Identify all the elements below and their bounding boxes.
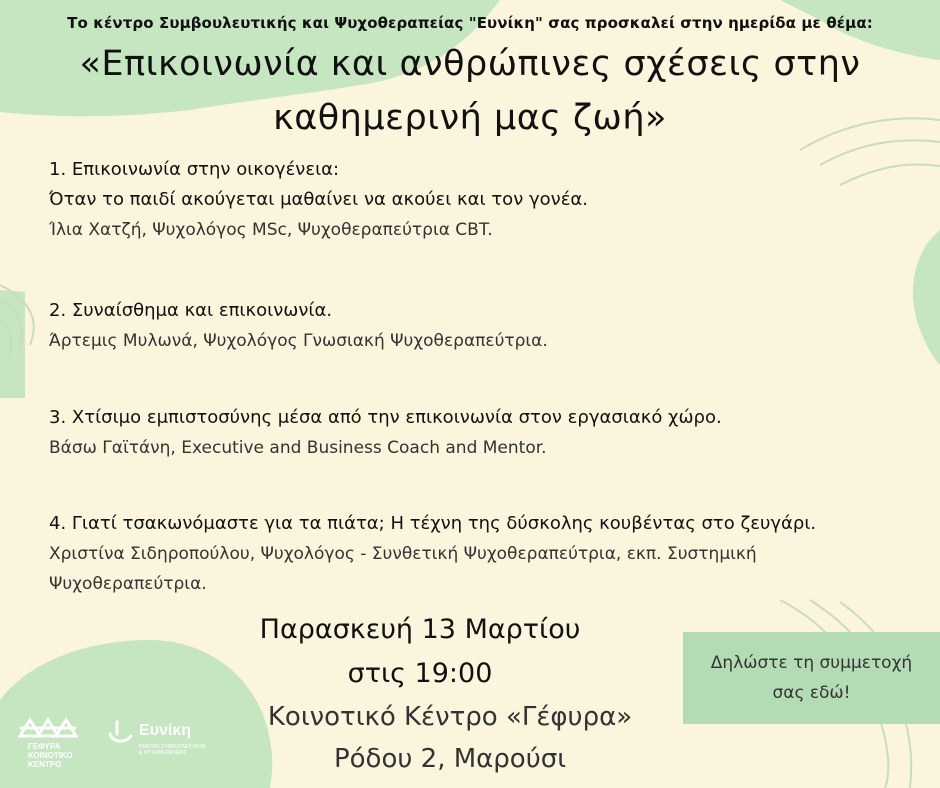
register-button[interactable] [683,632,940,724]
bridge-icon [18,716,78,738]
event-time: στις 19:00 [347,658,493,689]
talk-speaker: Ίλια Χατζή, Ψυχολόγος MSc, Ψυχοθεραπεύτρια CBT. [49,220,493,240]
talk-speaker: Χριστίνα Σιδηροπούλου, Ψυχολόγος - Συνθετική Ψυχοθεραπεύτρια, εκπ. Συστημική [49,544,757,564]
evniki-sub-2: & ΨΥΧΟΘΕΡΑΠΕΙΑΣ [139,750,187,756]
green-blob-left [0,290,25,398]
talk-4 [49,509,919,599]
gefyra-line-2: ΚΟΙΝΟΤΙΚΟ [28,751,73,760]
gefyra-logo [18,716,98,776]
talk-title: 2. Συναίσθημα και επικοινωνία. [49,300,333,321]
talk-subtitle: Όταν το παιδί ακούγεται μαθαίνει να ακούει και τον γονέα. [49,189,589,210]
talk-2 [49,296,919,356]
talk-title: 1. Επικοινωνία στην οικογένεια: [49,159,340,180]
event-title-line-1: «Επικοινωνία και ανθρώπινες σχέσεις στην [79,44,861,84]
evniki-sub-1: ΚΕΝΤΡΟ ΣΥΜΒΟΥΛΕΥΤΙΚΗΣ [139,744,207,750]
evniki-logo [107,720,237,770]
event-venue: Κοινοτικό Κέντρο «Γέφυρα» [267,702,633,732]
gefyra-line-3: ΚΕΝΤΡΟ [28,760,62,769]
talk-3 [49,403,919,463]
evniki-name: Ευνίκη [139,722,192,739]
talk-speaker: Βάσω Γαϊτάνη, Executive and Business Coach and Mentor. [49,438,547,458]
event-title-line-2: καθημερινή μας ζωή» [273,98,667,138]
talk-speaker: Άρτεμις Μυλωνά, Ψυχολόγος Γνωσιακή Ψυχοθεραπεύτρια. [49,331,548,351]
talk-1 [49,155,919,245]
event-date: Παρασκευή 13 Μαρτίου [259,614,581,645]
event-address: Ρόδου 2, Μαρούσι [333,744,567,774]
gefyra-line-1: ΓΕΦΥΡΑ [28,742,61,751]
register-button-line-2: σας εδώ! [772,683,851,703]
talk-title: 3. Χτίσιμο εμπιστοσύνης μέσα από την επικοινωνία στον εργασιακό χώρο. [49,407,722,428]
talk-title: 4. Γιατί τσακωνόμαστε για τα πιάτα; Η τέχνη της δύσκολης κουβέντας στο ζευγάρι. [49,513,817,534]
invite-intro: Το κέντρο Συμβουλευτικής και Ψυχοθεραπείας "Ευνίκη" σας προσκαλεί στην ημερίδα με θέμα: [67,14,873,32]
register-button-line-1: Δηλώστε τη συμμετοχή [710,653,913,673]
evniki-mark-icon [107,720,133,746]
talk-speaker-continued: Ψυχοθεραπεύτρια. [49,574,207,594]
